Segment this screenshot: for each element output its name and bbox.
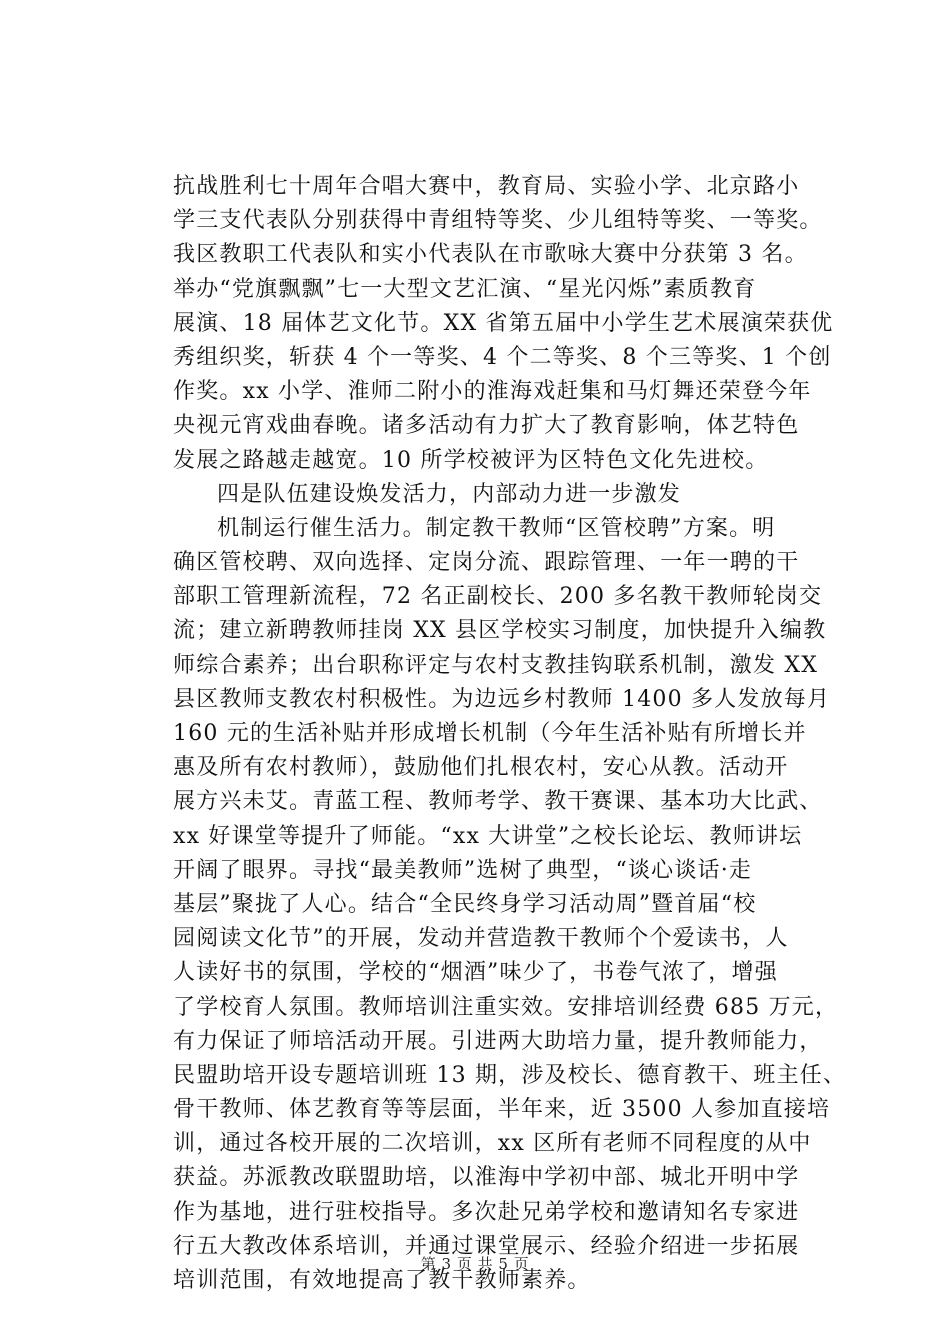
text-line: 惠及所有农村教师），鼓励他们扎根农村，安心从教。活动开 [173, 755, 789, 781]
text-line: 师综合素养；出台职称评定与农村支教挂钩联系机制，激发 XX [173, 652, 819, 678]
text-line: 获益。苏派教改联盟助培，以淮海中学初中部、城北开明中学 [173, 1165, 800, 1191]
text-line: 基层”聚拢了人心。结合“全民终身学习活动周”暨首届“校 [173, 891, 757, 917]
text-line: 秀组织奖，斩获 4 个一等奖、4 个二等奖、8 个三等奖、1 个创 [173, 344, 832, 370]
text-line: 作奖。xx 小学、淮师二附小的淮海戏赶集和马灯舞还荣登今年 [173, 379, 812, 405]
text-line: 流；建立新聘教师挂岗 XX 县区学校实习制度，加快提升入编教 [173, 618, 827, 644]
text-line: 园阅读文化节”的开展，发动并营造教干教师个个爱读书，人 [173, 926, 789, 952]
text-line: xx 好课堂等提升了师能。“xx 大讲堂”之校长论坛、教师讲坛 [173, 823, 803, 849]
text-line: 部职工管理新流程，72 名正副校长、200 多名教干教师轮岗交 [173, 584, 823, 610]
paragraph-start-line: 机制运行催生活力。制定教干教师“区管校聘”方案。明 [217, 515, 776, 541]
text-line: 举办“党旗飘飘”七一大型文艺汇演、“星光闪烁”素质教育 [173, 276, 757, 302]
page-number-footer: 第 3 页 共 5 页 [420, 1255, 530, 1273]
text-line: 学三支代表队分别获得中青组特等奖、少儿组特等奖、一等奖。 [173, 208, 823, 234]
text-line: 训，通过各校开展的二次培训，xx 区所有老师不同程度的从中 [173, 1131, 812, 1157]
text-line: 骨干教师、体艺教育等等层面，半年来，近 3500 人参加直接培 [173, 1097, 831, 1123]
text-line: 展演、18 届体艺文化节。XX 省第五届中小学生艺术展演荣获优 [173, 310, 834, 336]
text-line: 确区管校聘、双向选择、定岗分流、跟踪管理、一年一聘的干 [173, 550, 800, 576]
text-line: 发展之路越走越宽。10 所学校被评为区特色文化先进校。 [173, 447, 769, 473]
text-line: 有力保证了师培活动开展。引进两大助培力量，提升教师能力， [173, 1028, 823, 1054]
text-line: 央视元宵戏曲春晚。诸多活动有力扩大了教育影响，体艺特色 [173, 413, 800, 439]
text-line: 行五大教改体系培训，并通过课堂展示、经验介绍进一步拓展 [173, 1233, 800, 1259]
text-line: 人读好书的氛围，学校的“烟酒”味少了，书卷气浓了，增强 [173, 960, 778, 986]
text-line: 抗战胜利七十周年合唱大赛中，教育局、实验小学、北京路小 [173, 174, 800, 199]
section-heading: 四是队伍建设焕发活力，内部动力进一步激发 [217, 481, 682, 507]
text-line: 了学校育人氛围。教师培训注重实效。安排培训经费 685 万元， [173, 994, 839, 1020]
text-line: 培训范围，有效地提高了教干教师素养。 [173, 1268, 591, 1293]
text-line: 160 元的生活补贴并形成增长机制（今年生活补贴有所增长并 [173, 721, 807, 746]
text-line: 我区教职工代表队和实小代表队在市歌咏大赛中分获第 3 名。 [173, 242, 808, 268]
body-text [173, 170, 847, 1298]
text-line: 县区教师支教农村积极性。为边远乡村教师 1400 多人发放每月 [173, 686, 831, 712]
text-line: 开阔了眼界。寻找“最美教师”选树了典型，“谈心谈话·走 [173, 857, 753, 883]
text-line: 展方兴未艾。青蓝工程、教师考学、教干赛课、基本功大比武、 [173, 789, 823, 815]
text-line: 民盟助培开设专题培训班 13 期，涉及校长、德育教干、班主任、 [173, 1062, 847, 1088]
text-line: 作为基地，进行驻校指导。多次赴兄弟学校和邀请知名专家进 [173, 1199, 800, 1225]
